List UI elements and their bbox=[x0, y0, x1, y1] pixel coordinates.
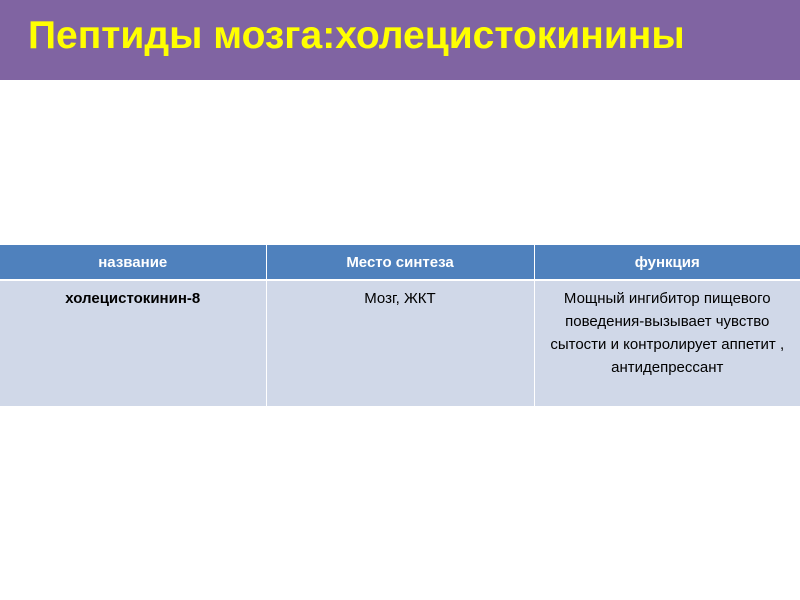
cell-function: Мощный ингибитор пищевого поведения-вызывает чувство сытости и контролирует аппетит , антидепрессант bbox=[534, 280, 800, 406]
peptide-table bbox=[0, 245, 800, 406]
slide-title: Пептиды мозга:холецистокинины bbox=[28, 14, 685, 57]
peptide-table-container bbox=[0, 245, 800, 406]
title-bar bbox=[0, 0, 800, 80]
cell-name: холецистокинин-8 bbox=[0, 280, 266, 406]
column-header-function: функция bbox=[534, 245, 800, 280]
table-row bbox=[0, 280, 800, 406]
table-header-row bbox=[0, 245, 800, 280]
column-header-name: название bbox=[0, 245, 266, 280]
cell-synthesis-site: Мозг, ЖКТ bbox=[266, 280, 534, 406]
column-header-synthesis-site: Место синтеза bbox=[266, 245, 534, 280]
